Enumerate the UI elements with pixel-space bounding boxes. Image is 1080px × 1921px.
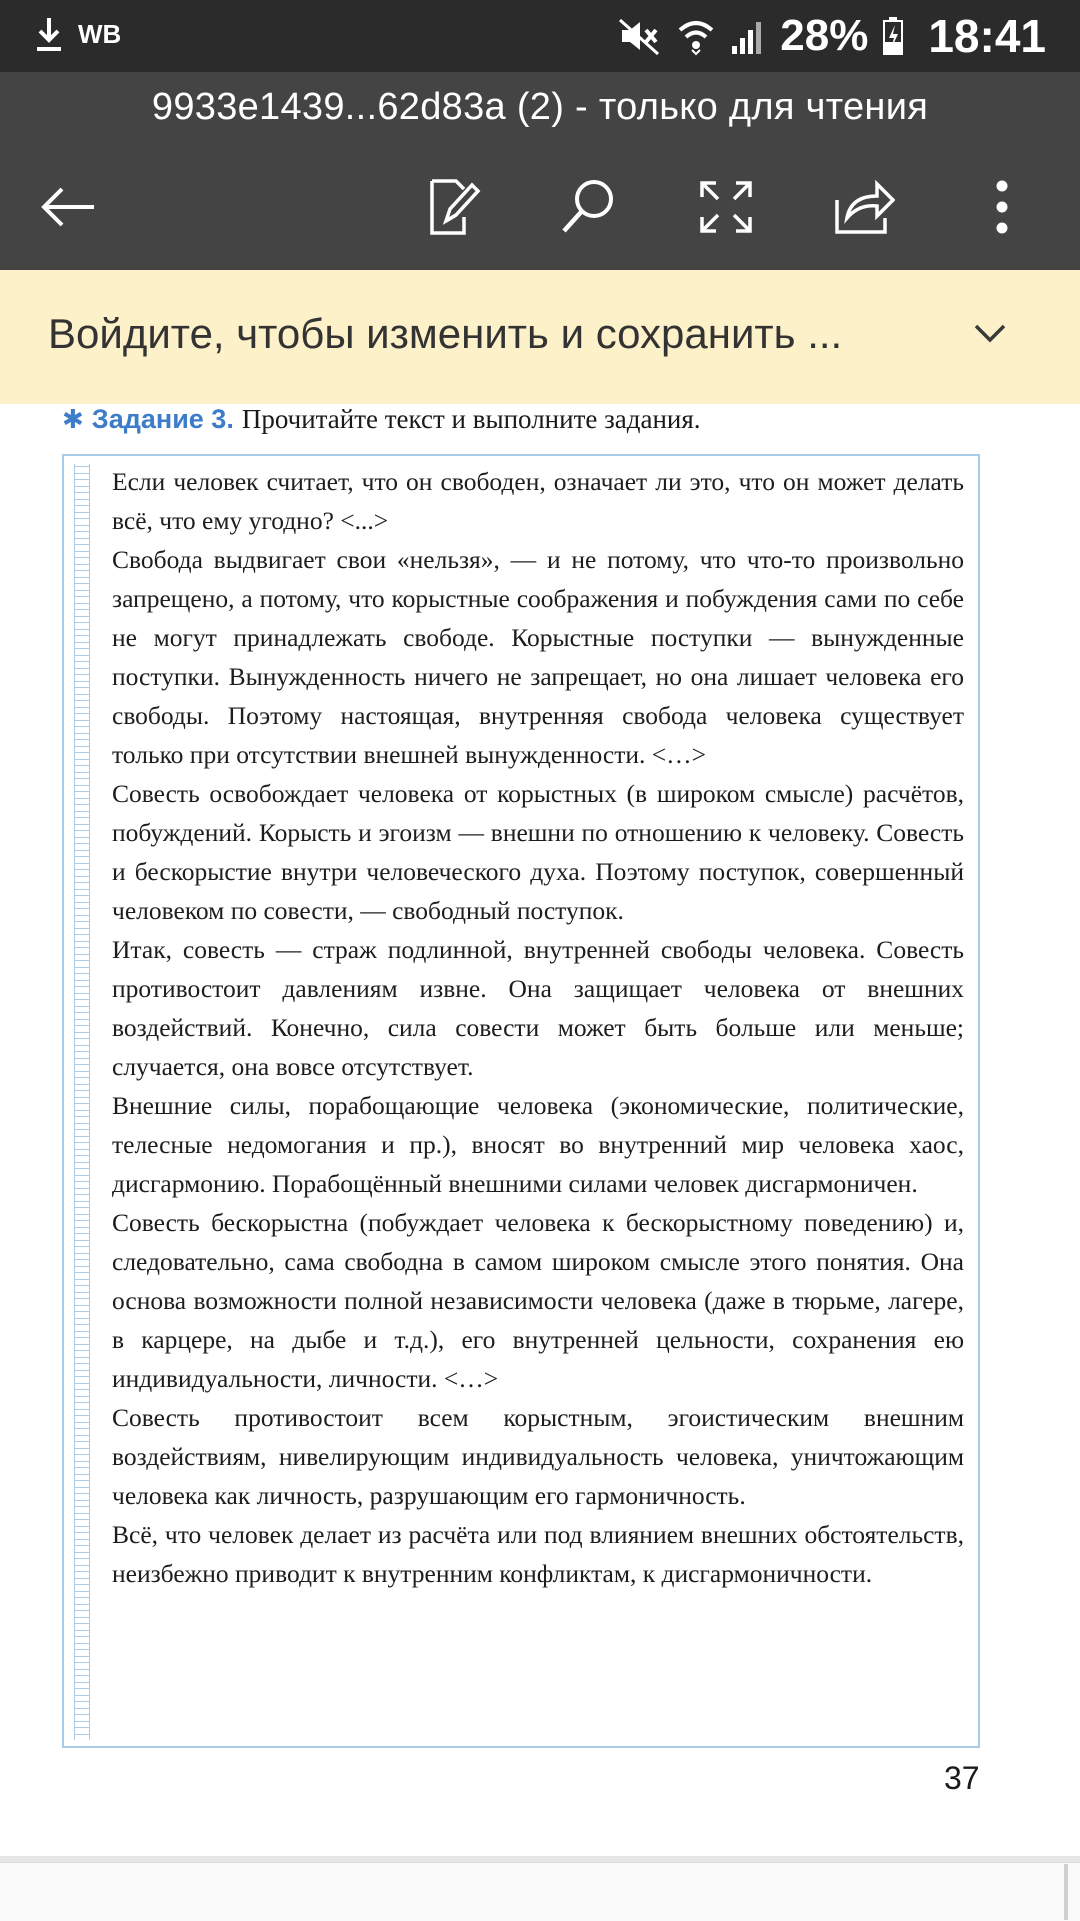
- more-icon: [994, 179, 1010, 235]
- share-icon: [833, 178, 895, 236]
- battery-percent: 28%: [780, 11, 869, 60]
- paragraph: Всё, что человек делает из расчёта или под влиянием внешних обстоятельств, неизбежно приводит к внутренним конфликтам, к дисгармоничности.: [112, 1520, 964, 1588]
- decorative-border: [74, 464, 90, 1740]
- chevron-down-icon[interactable]: [970, 318, 1010, 356]
- share-button[interactable]: [824, 167, 904, 247]
- signin-banner-text: Войдите, чтобы изменить и сохранить ...: [48, 310, 843, 357]
- more-options-button[interactable]: [962, 167, 1042, 247]
- search-icon: [558, 177, 618, 237]
- fullscreen-icon: [698, 179, 754, 235]
- scrollbar[interactable]: [1064, 1864, 1068, 1920]
- clock: 18:41: [928, 10, 1046, 62]
- text-frame: [62, 454, 980, 1748]
- status-bar: [0, 0, 1080, 72]
- back-button[interactable]: [28, 167, 108, 247]
- carrier-label: WB: [78, 18, 122, 49]
- mute-icon: [618, 16, 662, 56]
- paragraph: Совесть освобождает человека от корыстных (в широком смысле) расчётов, побуждений. Корысть и эгоизм — внешни по отношению к человеку. Совесть и бескорыстие внутри человеческого духа. Поэтому поступок, совершенный человеком по совести, — свободный поступок.: [112, 779, 964, 925]
- asterisk-icon: ✱: [62, 405, 84, 434]
- back-arrow-icon: [38, 185, 98, 229]
- text-body: [112, 462, 964, 1593]
- app-bar: [0, 72, 1080, 270]
- wifi-icon: [676, 16, 716, 56]
- edit-icon: [426, 177, 482, 237]
- paragraph: Если человек считает, что он свободен, означает ли это, что он может делать всё, что ему угодно? <...>: [112, 467, 964, 535]
- paragraph: Свобода выдвигает свои «нельзя», — и не потому, что что-то произвольно запрещено, а потому, что корыстные соображения и побуждения сами по себе не могут принадлежать свободе. Корыстные поступки — вынужденные поступки. Вынужденность ничего не запрещает, но она лишает человека его свободы. Поэтому настоящая, внутренняя свобода человека существует только при отсутствии внешней вынужденности. <…>: [112, 545, 964, 769]
- paragraph: Совесть бескорыстна (побуждает человека к бескорыстному поведению) и, следовательно, сама свободна в самом широком смысле этого понятия. Она основа возможности полной независимости человека (даже в тюрьме, лагере, в карцере, на дыбе и т.д.), его внутренней цельности, сохранения ею индивидуальности, личности. <…>: [112, 1208, 964, 1393]
- download-icon: [34, 14, 64, 54]
- task-heading: [62, 404, 1022, 435]
- paragraph: Совесть противостоит всем корыстным, эгоистическим внешним воздействиям, нивелирующим индивидуальность человека, уничтожающим человека как личность, разрушающим его гармоничность.: [112, 1403, 964, 1510]
- task-text: Прочитайте текст и выполните задания.: [241, 404, 701, 434]
- search-button[interactable]: [548, 167, 628, 247]
- task-label: Задание 3.: [91, 404, 234, 434]
- paragraph: Внешние силы, порабощающие человека (экономические, политические, телесные недомогания и пр.), вносят во внутренний мир человека хаос, дисгармонию. Порабощённый внешними силами человек дисгармоничен.: [112, 1091, 964, 1198]
- page-number: 37: [944, 1760, 980, 1796]
- paragraph: Итак, совесть — страж подлинной, внутренней свободы человека. Совесть противостоит давлениям извне. Она защищает человека от внешних воздействий. Конечно, сила совести может быть больше или меньше; случается, она вовсе отсутствует.: [112, 935, 964, 1081]
- signal-icon: [730, 16, 766, 56]
- next-page-area: [0, 1862, 1080, 1921]
- battery-icon: [882, 16, 904, 56]
- signin-banner[interactable]: [0, 270, 1080, 404]
- edit-button[interactable]: [414, 167, 494, 247]
- document-title: 9933e1439...62d83a (2) - только для чтения: [151, 86, 929, 128]
- fullscreen-button[interactable]: [686, 167, 766, 247]
